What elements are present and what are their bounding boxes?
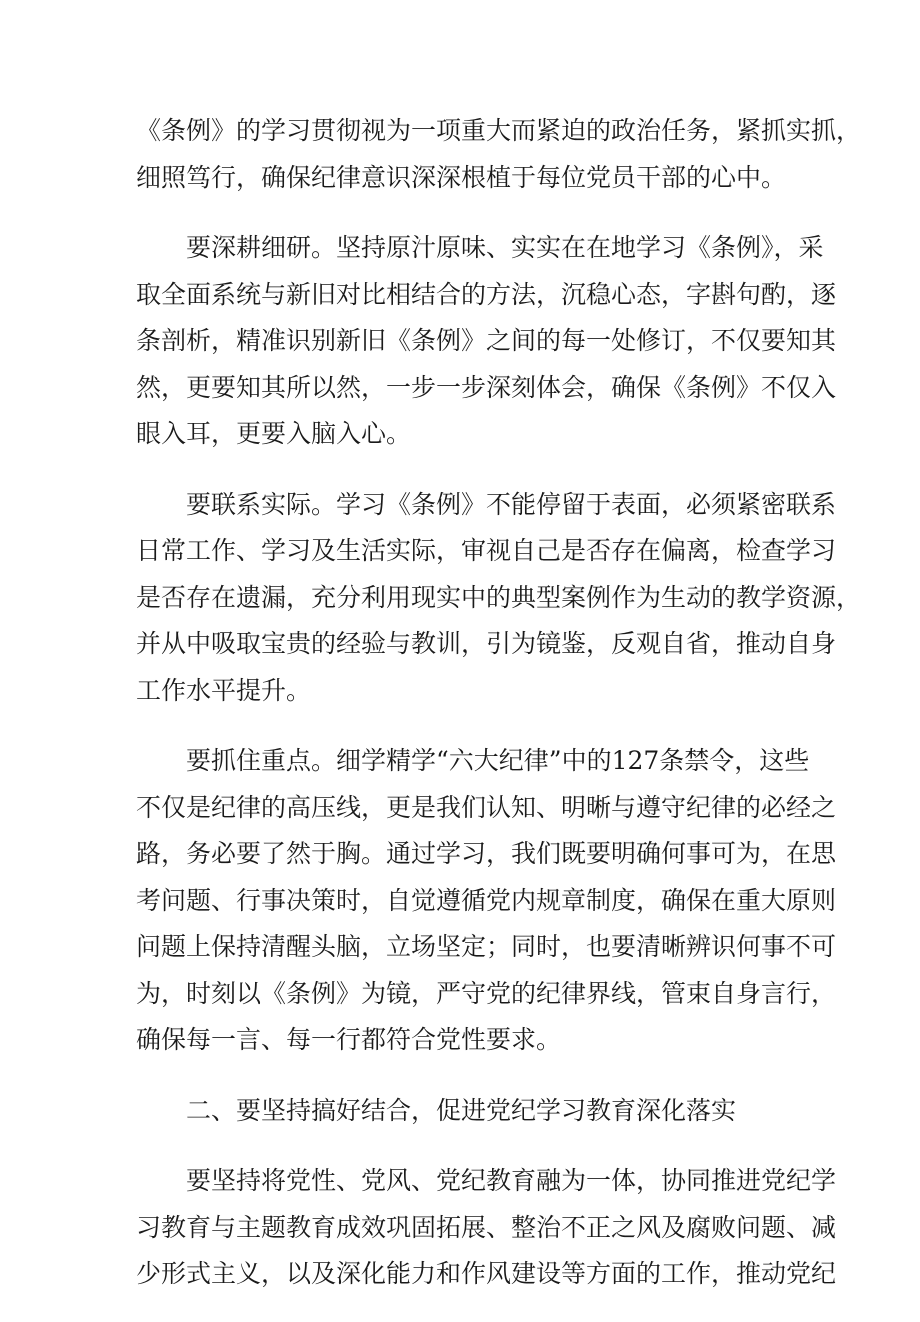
paragraph-integration — [136, 1158, 837, 1298]
text-line: 工作水平提升。 — [136, 675, 312, 705]
text-line: 并从中吸取宝贵的经验与教训，引为镜鉴，反观自省，推动自身 — [136, 629, 837, 658]
text-line: 要抓住重点。细学精学“六大纪律”中的127条禁令，这些 — [186, 746, 810, 775]
text-line: 习教育与主题教育成效巩固拓展、整治不正之风及腐败问题、减 — [136, 1212, 837, 1242]
text-line: 为，时刻以《条例》为镜，严守党的纪律界线，管束自身言行， — [136, 978, 837, 1008]
text-line: 是否存在遗漏，充分利用现实中的典型案例作为生动的教学资源， — [136, 582, 862, 612]
text-line: 然，更要知其所以然，一步一步深刻体会，确保《条例》不仅入 — [136, 372, 837, 402]
paragraph-continuation — [136, 108, 862, 201]
text-line: 问题上保持清醒头脑，立场坚定；同时，也要清晰辨识何事不可 — [136, 932, 837, 961]
text-line: 取全面系统与新旧对比相结合的方法，沉稳心态，字斟句酌，逐 — [136, 279, 837, 309]
paragraph-practice — [136, 482, 862, 715]
heading-line: 二、要坚持搞好结合，促进党纪学习教育深化落实 — [186, 1095, 737, 1125]
document-body — [136, 108, 862, 1322]
text-line: 少形式主义，以及深化能力和作风建设等方面的工作，推动党纪 — [136, 1259, 837, 1288]
text-line: 要联系实际。学习《条例》不能停留于表面，必须紧密联系 — [186, 489, 837, 519]
text-line: 要坚持将党性、党风、党纪教育融为一体，协同推进党纪学 — [186, 1166, 837, 1195]
section-heading — [136, 1088, 804, 1135]
paragraph-deep-study — [136, 225, 837, 458]
text-line: 确保每一言、每一行都符合党性要求。 — [136, 1025, 562, 1054]
text-line: 日常工作、学习及生活实际，审视自己是否存在偏离，检查学习 — [136, 536, 837, 565]
text-line: 路，务必要了然于胸。通过学习，我们既要明确何事可为，在思 — [136, 839, 837, 868]
text-line: 细照笃行，确保纪律意识深深根植于每位党员干部的心中。 — [136, 162, 787, 192]
text-line: 考问题、行事决策时，自觉遵循党内规章制度，确保在重大原则 — [136, 885, 837, 915]
text-line: 不仅是纪律的高压线，更是我们认知、明晰与遵守纪律的必经之 — [136, 792, 837, 822]
paragraph-key-points — [136, 738, 837, 1064]
text-line: 眼入耳，更要入脑入心。 — [136, 419, 412, 448]
text-line: 《条例》的学习贯彻视为一项重大而紧迫的政治任务，紧抓实抓， — [136, 116, 862, 145]
text-line: 要深耕细研。坚持原汁原味、实实在在地学习《条例》，采 — [186, 233, 824, 262]
text-line: 条剖析，精准识别新旧《条例》之间的每一处修订，不仅要知其 — [136, 326, 837, 355]
